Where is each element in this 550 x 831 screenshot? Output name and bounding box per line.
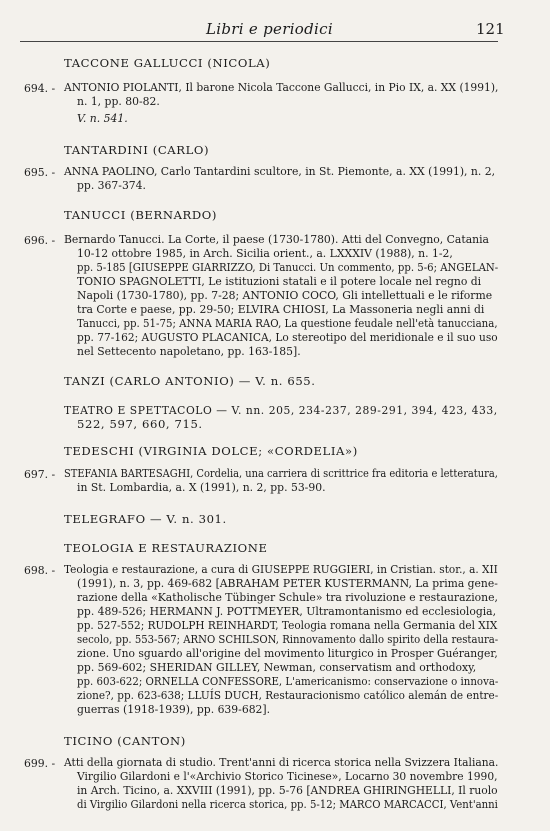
entry-line: ANTONIO PIOLANTI, Il barone Nicola Taccone Gallucci, in Pio IX, a. XX (1991), <box>64 81 499 94</box>
entry-line: pp. 5-185 [GIUSEPPE GIARRIZZO, Di Tanucci. Un commento, pp. 5-6; ANGELAN- <box>77 261 499 274</box>
section-heading: TEATRO E SPETTACOLO — V. nn. 205, 234-237, 289-291, 394, 423, 433, <box>64 403 498 417</box>
entry-number: 697. - <box>24 468 56 481</box>
entry-line: Tanucci, pp. 51-75; ANNA MARIA RAO, La questione feudale nell'età tanucciana, <box>77 317 498 330</box>
section-heading: TACCONE GALLUCCI (NICOLA) <box>64 56 271 70</box>
entry-line: in St. Lombardia, a. X (1991), n. 2, pp. 53-90. <box>77 481 326 494</box>
page-number: 121 <box>476 20 505 38</box>
entry-line: Bernardo Tanucci. La Corte, il paese (1730-1780). Atti del Convegno, Catania <box>64 233 489 246</box>
section-heading-continuation: 522, 597, 660, 715. <box>77 417 203 431</box>
section-heading: TEOLOGIA E RESTAURAZIONE <box>64 541 268 555</box>
header-rule <box>20 41 498 42</box>
entry-line: pp. 603-622; ORNELLA CONFESSORE, L'americanismo: conservazione o innova- <box>77 675 499 688</box>
entry-line: pp. 367-374. <box>77 179 146 192</box>
entry-line: secolo, pp. 553-567; ARNO SCHILSON, Rinnovamento dallo spirito della restaura- <box>77 633 499 646</box>
section-heading: TEDESCHI (VIRGINIA DOLCE; «CORDELIA») <box>64 444 358 458</box>
entry-line: zione. Uno sguardo all'origine del movimento liturgico in Prosper Guéranger, <box>77 647 498 660</box>
cross-reference: V. n. 541. <box>77 112 128 125</box>
entry-line: pp. 489-526; HERMANN J. POTTMEYER, Ultramontanismo ed ecclesiologia, <box>77 605 497 618</box>
section-heading: TANZI (CARLO ANTONIO) — V. n. 655. <box>64 374 316 388</box>
entry-line: (1991), n. 3, pp. 469-682 [ABRAHAM PETER KUSTERMANN, La prima gene- <box>77 577 498 590</box>
entry-line: razione della «Katholische Tübinger Schule» tra rivoluzione e restaurazione, <box>77 591 498 604</box>
section-heading: TICINO (CANTON) <box>64 734 186 748</box>
entry-line: TONIO SPAGNOLETTI, Le istituzioni statali e il potere locale nel regno di <box>77 275 482 288</box>
running-header-title: Libri e periodici <box>206 20 333 38</box>
entry-number: 695. - <box>24 166 56 179</box>
section-heading: TANTARDINI (CARLO) <box>64 143 210 157</box>
entry-line: guerras (1918-1939), pp. 639-682]. <box>77 703 271 716</box>
entry-line: STEFANIA BARTESAGHI, Cordelia, una carriera di scrittrice fra editoria e letteratura, <box>64 467 498 480</box>
entry-line: Napoli (1730-1780), pp. 7-28; ANTONIO COCO, Gli intellettuali e le riforme <box>77 289 493 302</box>
entry-line: in Arch. Ticino, a. XXVIII (1991), pp. 5-76 [ANDREA GHIRINGHELLI, Il ruolo <box>77 784 498 797</box>
entry-line: nel Settecento napoletano, pp. 163-185]. <box>77 345 301 358</box>
entry-line: pp. 527-552; RUDOLPH REINHARDT, Teologia romana nella Germania del XIX <box>77 619 498 632</box>
entry-line: zione?, pp. 623-638; LLUÍS DUCH, Restauracionismo católico alemán de entre- <box>77 689 499 702</box>
entry-line: pp. 569-602; SHERIDAN GILLEY, Newman, conservatism and orthodoxy, <box>77 661 477 674</box>
entry-number: 699. - <box>24 757 56 770</box>
entry-line: pp. 77-162; AUGUSTO PLACANICA, Lo stereotipo del meridionale e il suo uso <box>77 331 498 344</box>
entry-line: 10-12 ottobre 1985, in Arch. Sicilia orient., a. LXXXIV (1988), n. 1-2, <box>77 247 453 260</box>
entry-line: Teologia e restaurazione, a cura di GIUSEPPE RUGGIERI, in Cristian. stor., a. XII <box>64 563 498 576</box>
entry-line: di Virgilio Gilardoni nella ricerca storica, pp. 5-12; MARCO MARCACCI, Vent'anni <box>77 798 498 811</box>
section-heading: TANUCCI (BERNARDO) <box>64 208 217 222</box>
section-heading: TELEGRAFO — V. n. 301. <box>64 512 227 526</box>
entry-line: tra Corte e paese, pp. 29-50; ELVIRA CHIOSI, La Massoneria negli anni di <box>77 303 485 316</box>
entry-line: Virgilio Gilardoni e l'«Archivio Storico Ticinese», Locarno 30 novembre 1990, <box>77 770 498 783</box>
entry-line: Atti della giornata di studio. Trent'anni di ricerca storica nella Svizzera Italiana. <box>64 756 499 769</box>
entry-line: ANNA PAOLINO, Carlo Tantardini scultore, in St. Piemonte, a. XX (1991), n. 2, <box>64 165 496 178</box>
entry-line: n. 1, pp. 80-82. <box>77 95 160 108</box>
entry-number: 694. - <box>24 82 56 95</box>
entry-number: 696. - <box>24 234 56 247</box>
entry-number: 698. - <box>24 564 56 577</box>
